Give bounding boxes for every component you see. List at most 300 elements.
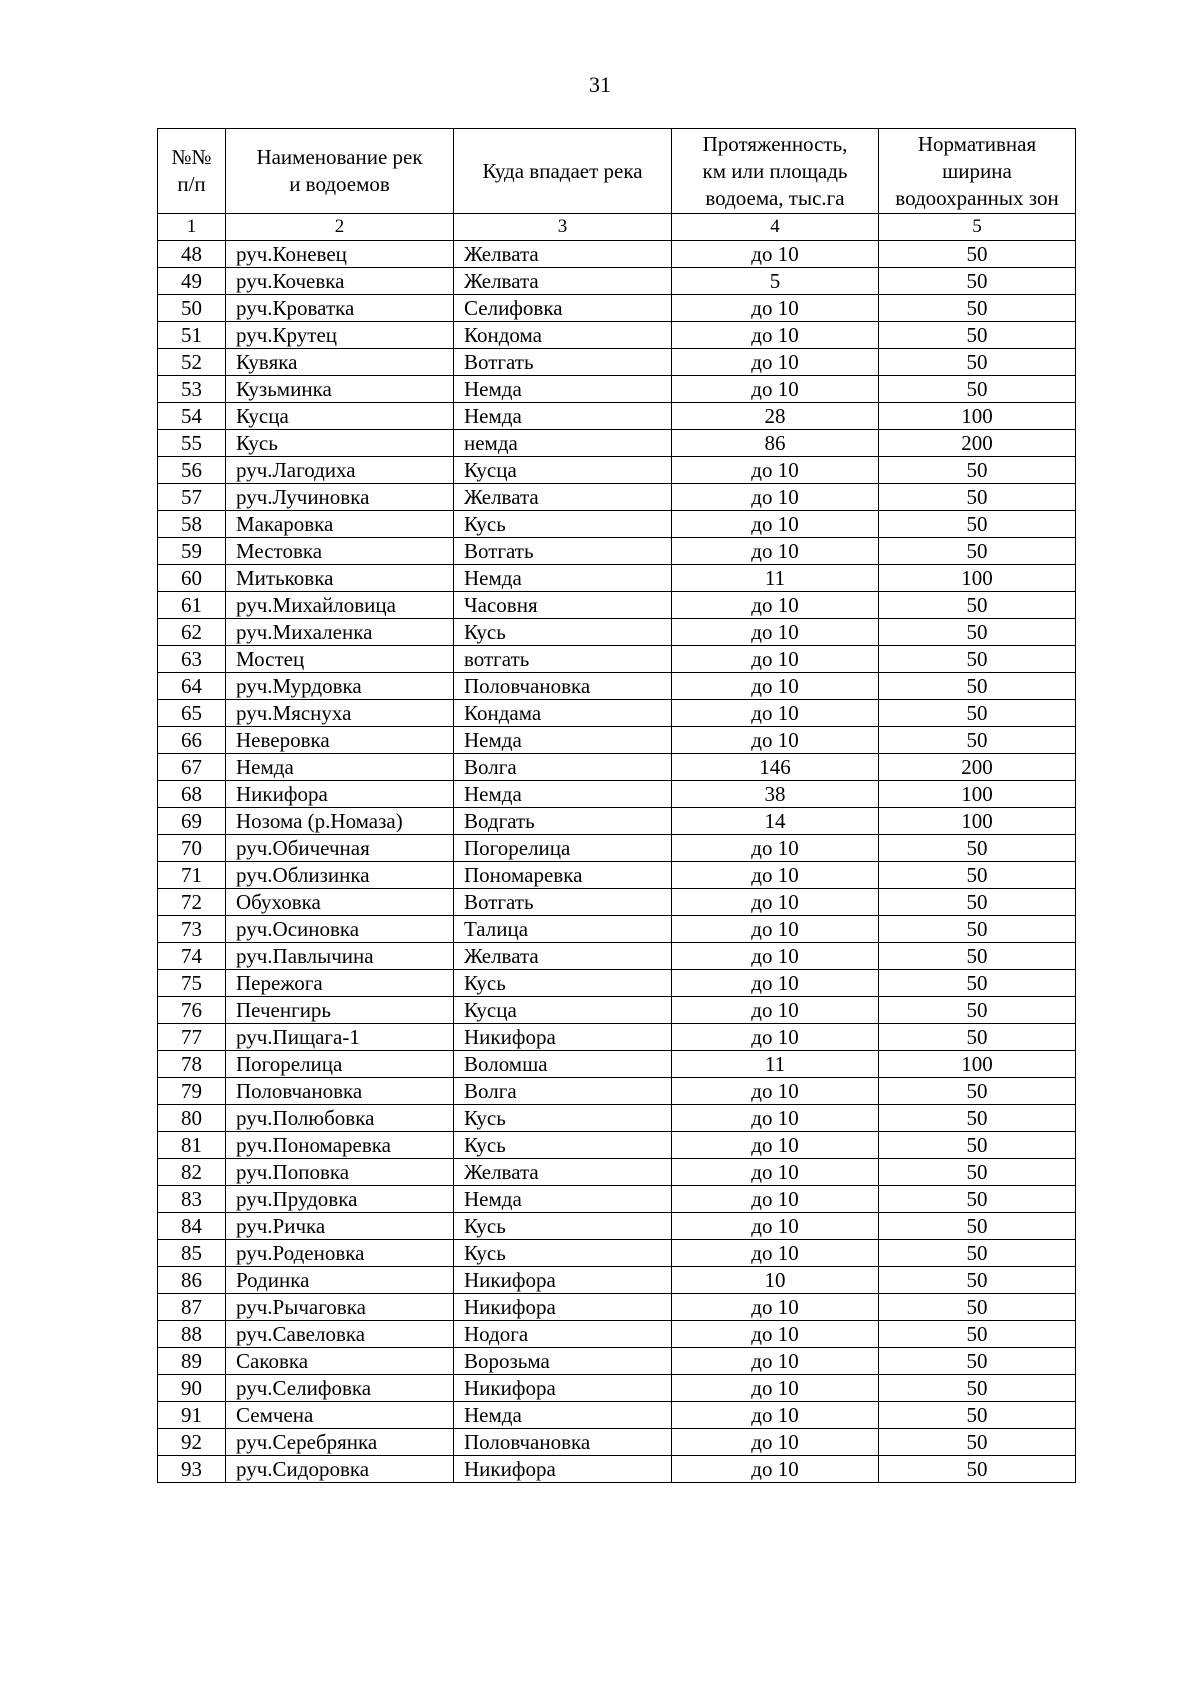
length-cell: до 10 (672, 1375, 879, 1402)
zone-width-cell: 50 (879, 862, 1076, 889)
mouth-cell: Кусь (454, 1105, 672, 1132)
table-row (158, 1132, 1076, 1159)
table-row (158, 403, 1076, 430)
zone-width-cell: 50 (879, 1186, 1076, 1213)
table-row (158, 322, 1076, 349)
mouth-cell: Желвата (454, 484, 672, 511)
table-row (158, 1375, 1076, 1402)
mouth-cell: Немда (454, 565, 672, 592)
zone-width-cell: 50 (879, 835, 1076, 862)
river-name-cell: руч.Михаленка (226, 619, 454, 646)
river-name-cell: Саковка (226, 1348, 454, 1375)
row-number-cell: 79 (158, 1078, 226, 1105)
river-name-cell: Макаровка (226, 511, 454, 538)
mouth-cell: Никифора (454, 1375, 672, 1402)
zone-width-cell: 50 (879, 1294, 1076, 1321)
table-row (158, 1051, 1076, 1078)
river-name-cell: руч.Роденовка (226, 1240, 454, 1267)
length-cell: 5 (672, 268, 879, 295)
row-number-cell: 75 (158, 970, 226, 997)
table-row (158, 862, 1076, 889)
header-line: Протяженность, (702, 131, 848, 156)
zone-width-cell: 200 (879, 430, 1076, 457)
mouth-cell: Талица (454, 916, 672, 943)
table-row (158, 1105, 1076, 1132)
zone-width-cell: 50 (879, 1132, 1076, 1159)
table-row (158, 484, 1076, 511)
table-row (158, 430, 1076, 457)
row-number-cell: 70 (158, 835, 226, 862)
river-name-cell: руч.Мурдовка (226, 673, 454, 700)
length-cell: до 10 (672, 997, 879, 1024)
river-name-cell: руч.Пономаревка (226, 1132, 454, 1159)
river-name-cell: Кувяка (226, 349, 454, 376)
zone-width-cell: 50 (879, 592, 1076, 619)
river-name-cell: руч.Крутец (226, 322, 454, 349)
length-cell: до 10 (672, 1348, 879, 1375)
table-row (158, 1186, 1076, 1213)
mouth-cell: Желвата (454, 268, 672, 295)
table-row (158, 376, 1076, 403)
mouth-cell: Волга (454, 1078, 672, 1105)
mouth-cell: Кусь (454, 970, 672, 997)
header-line: и водоемов (289, 172, 390, 196)
table-row (158, 727, 1076, 754)
header-line: водоема, тыс.га (705, 185, 845, 210)
river-name-cell: руч.Полюбовка (226, 1105, 454, 1132)
row-number-cell: 91 (158, 1402, 226, 1429)
river-name-cell: руч.Мяснуха (226, 700, 454, 727)
mouth-cell: Кондома (454, 322, 672, 349)
river-name-cell: Кузьминка (226, 376, 454, 403)
river-name-cell: Митьковка (226, 565, 454, 592)
river-name-cell: Печенгирь (226, 997, 454, 1024)
row-number-cell: 55 (158, 430, 226, 457)
row-number-cell: 90 (158, 1375, 226, 1402)
row-number-cell: 74 (158, 943, 226, 970)
table-row (158, 997, 1076, 1024)
table-row (158, 916, 1076, 943)
mouth-cell: Желвата (454, 241, 672, 268)
table-row (158, 943, 1076, 970)
row-number-cell: 82 (158, 1159, 226, 1186)
river-name-cell: руч.Савеловка (226, 1321, 454, 1348)
table-row (158, 1456, 1076, 1483)
mouth-cell: Пономаревка (454, 862, 672, 889)
length-cell: до 10 (672, 835, 879, 862)
header-line: Нормативная (917, 131, 1037, 156)
table-row (158, 511, 1076, 538)
river-name-cell: Пережога (226, 970, 454, 997)
zone-width-cell: 50 (879, 322, 1076, 349)
river-name-cell: руч.Ричка (226, 1213, 454, 1240)
river-name-cell: руч.Рычаговка (226, 1294, 454, 1321)
table-row (158, 619, 1076, 646)
zone-width-cell: 50 (879, 997, 1076, 1024)
zone-width-cell: 100 (879, 808, 1076, 835)
river-name-cell: руч.Кочевка (226, 268, 454, 295)
water-protection-zones-table (157, 128, 1076, 1483)
row-number-cell: 92 (158, 1429, 226, 1456)
mouth-cell: Водгать (454, 808, 672, 835)
header-line: п/п (177, 172, 206, 196)
length-cell: 146 (672, 754, 879, 781)
length-cell: до 10 (672, 1429, 879, 1456)
mouth-cell: Половчановка (454, 1429, 672, 1456)
table-row (158, 754, 1076, 781)
mouth-cell: Погорелица (454, 835, 672, 862)
length-cell: до 10 (672, 322, 879, 349)
row-number-cell: 58 (158, 511, 226, 538)
mouth-cell: немда (454, 430, 672, 457)
row-number-cell: 78 (158, 1051, 226, 1078)
mouth-cell: Вотгать (454, 538, 672, 565)
column-number: 2 (226, 214, 454, 241)
length-cell: до 10 (672, 511, 879, 538)
length-cell: до 10 (672, 889, 879, 916)
river-name-cell: Неверовка (226, 727, 454, 754)
zone-width-cell: 50 (879, 1078, 1076, 1105)
length-cell: до 10 (672, 1240, 879, 1267)
river-name-cell: Кусца (226, 403, 454, 430)
river-name-cell: Нозома (р.Номаза) (226, 808, 454, 835)
zone-width-cell: 100 (879, 781, 1076, 808)
mouth-cell: Кусца (454, 997, 672, 1024)
header-row-number (158, 129, 226, 214)
column-number: 5 (879, 214, 1076, 241)
river-name-cell: руч.Облизинка (226, 862, 454, 889)
mouth-cell: Селифовка (454, 295, 672, 322)
table-row (158, 646, 1076, 673)
river-name-cell: руч.Пищага-1 (226, 1024, 454, 1051)
river-name-cell: руч.Осиновка (226, 916, 454, 943)
row-number-cell: 48 (158, 241, 226, 268)
length-cell: до 10 (672, 376, 879, 403)
zone-width-cell: 50 (879, 1240, 1076, 1267)
column-number-row (158, 214, 1076, 241)
mouth-cell: Кусь (454, 619, 672, 646)
table-row (158, 268, 1076, 295)
table-row (158, 781, 1076, 808)
row-number-cell: 65 (158, 700, 226, 727)
row-number-cell: 84 (158, 1213, 226, 1240)
mouth-cell: Никифора (454, 1294, 672, 1321)
length-cell: до 10 (672, 700, 879, 727)
zone-width-cell: 100 (879, 1051, 1076, 1078)
length-cell: до 10 (672, 727, 879, 754)
mouth-cell: Вотгать (454, 349, 672, 376)
zone-width-cell: 100 (879, 565, 1076, 592)
river-name-cell: Местовка (226, 538, 454, 565)
mouth-cell: Немда (454, 727, 672, 754)
mouth-cell: Кондама (454, 700, 672, 727)
zone-width-cell: 50 (879, 1375, 1076, 1402)
row-number-cell: 52 (158, 349, 226, 376)
zone-width-cell: 50 (879, 295, 1076, 322)
zone-width-cell: 50 (879, 943, 1076, 970)
river-name-cell: Обуховка (226, 889, 454, 916)
row-number-cell: 71 (158, 862, 226, 889)
table-row (158, 1240, 1076, 1267)
header-line: ширина (942, 158, 1012, 183)
table-row (158, 889, 1076, 916)
table-row (158, 457, 1076, 484)
length-cell: до 10 (672, 1159, 879, 1186)
row-number-cell: 66 (158, 727, 226, 754)
row-number-cell: 54 (158, 403, 226, 430)
row-number-cell: 73 (158, 916, 226, 943)
river-name-cell: Немда (226, 754, 454, 781)
header-line: км или площадь (702, 158, 848, 183)
row-number-cell: 57 (158, 484, 226, 511)
row-number-cell: 69 (158, 808, 226, 835)
table-row (158, 241, 1076, 268)
mouth-cell: Немда (454, 781, 672, 808)
river-name-cell: Никифора (226, 781, 454, 808)
row-number-cell: 53 (158, 376, 226, 403)
length-cell: до 10 (672, 970, 879, 997)
length-cell: до 10 (672, 673, 879, 700)
table-row (158, 1402, 1076, 1429)
row-number-cell: 72 (158, 889, 226, 916)
header-line: Наименование рек (256, 145, 423, 169)
length-cell: до 10 (672, 1186, 879, 1213)
table-row (158, 1267, 1076, 1294)
row-number-cell: 56 (158, 457, 226, 484)
row-number-cell: 93 (158, 1456, 226, 1483)
length-cell: до 10 (672, 1213, 879, 1240)
mouth-cell: Ворозьма (454, 1348, 672, 1375)
zone-width-cell: 50 (879, 619, 1076, 646)
row-number-cell: 50 (158, 295, 226, 322)
row-number-cell: 76 (158, 997, 226, 1024)
length-cell: до 10 (672, 1078, 879, 1105)
row-number-cell: 77 (158, 1024, 226, 1051)
row-number-cell: 68 (158, 781, 226, 808)
length-cell: до 10 (672, 349, 879, 376)
mouth-cell: Желвата (454, 943, 672, 970)
zone-width-cell: 50 (879, 916, 1076, 943)
table-row (158, 1294, 1076, 1321)
table-row (158, 1348, 1076, 1375)
length-cell: 10 (672, 1267, 879, 1294)
table-row (158, 1159, 1076, 1186)
river-name-cell: руч.Михайловица (226, 592, 454, 619)
row-number-cell: 61 (158, 592, 226, 619)
row-number-cell: 83 (158, 1186, 226, 1213)
row-number-cell: 64 (158, 673, 226, 700)
column-number: 4 (672, 214, 879, 241)
table-row (158, 565, 1076, 592)
row-number-cell: 85 (158, 1240, 226, 1267)
zone-width-cell: 50 (879, 1321, 1076, 1348)
row-number-cell: 62 (158, 619, 226, 646)
row-number-cell: 88 (158, 1321, 226, 1348)
table-row (158, 538, 1076, 565)
mouth-cell: Кусь (454, 1213, 672, 1240)
zone-width-cell: 50 (879, 349, 1076, 376)
river-name-cell: Мостец (226, 646, 454, 673)
row-number-cell: 81 (158, 1132, 226, 1159)
length-cell: 11 (672, 565, 879, 592)
zone-width-cell: 50 (879, 1267, 1076, 1294)
header-length (672, 129, 879, 214)
zone-width-cell: 200 (879, 754, 1076, 781)
row-number-cell: 49 (158, 268, 226, 295)
length-cell: до 10 (672, 943, 879, 970)
river-name-cell: руч.Павлычина (226, 943, 454, 970)
length-cell: до 10 (672, 592, 879, 619)
mouth-cell: Волга (454, 754, 672, 781)
mouth-cell: Желвата (454, 1159, 672, 1186)
table-row (158, 1321, 1076, 1348)
mouth-cell: Немда (454, 1402, 672, 1429)
row-number-cell: 60 (158, 565, 226, 592)
mouth-cell: Кусь (454, 1240, 672, 1267)
zone-width-cell: 50 (879, 970, 1076, 997)
zone-width-cell: 50 (879, 646, 1076, 673)
mouth-cell: Кусца (454, 457, 672, 484)
length-cell: до 10 (672, 1132, 879, 1159)
river-name-cell: руч.Сидоровка (226, 1456, 454, 1483)
zone-width-cell: 50 (879, 457, 1076, 484)
header-line: Куда впадает река (482, 158, 643, 183)
zone-width-cell: 50 (879, 376, 1076, 403)
river-name-cell: руч.Коневец (226, 241, 454, 268)
row-number-cell: 63 (158, 646, 226, 673)
length-cell: 28 (672, 403, 879, 430)
table-row (158, 1024, 1076, 1051)
length-cell: до 10 (672, 619, 879, 646)
mouth-cell: Никифора (454, 1024, 672, 1051)
table-row (158, 970, 1076, 997)
length-cell: до 10 (672, 1321, 879, 1348)
zone-width-cell: 50 (879, 1159, 1076, 1186)
river-name-cell: Кусь (226, 430, 454, 457)
zone-width-cell: 50 (879, 241, 1076, 268)
river-name-cell: руч.Кроватка (226, 295, 454, 322)
column-number: 3 (454, 214, 672, 241)
river-name-cell: руч.Лучиновка (226, 484, 454, 511)
table-row (158, 349, 1076, 376)
header-line: №№ (171, 145, 212, 169)
header-row (158, 129, 1076, 214)
river-name-cell: Родинка (226, 1267, 454, 1294)
zone-width-cell: 50 (879, 1024, 1076, 1051)
mouth-cell: Кусь (454, 1132, 672, 1159)
length-cell: до 10 (672, 295, 879, 322)
zone-width-cell: 50 (879, 727, 1076, 754)
table-row (158, 1429, 1076, 1456)
zone-width-cell: 50 (879, 1213, 1076, 1240)
length-cell: 14 (672, 808, 879, 835)
header-line: водоохранных зон (895, 185, 1059, 210)
length-cell: 86 (672, 430, 879, 457)
zone-width-cell: 50 (879, 1429, 1076, 1456)
table-row (158, 1078, 1076, 1105)
table-row (158, 295, 1076, 322)
row-number-cell: 59 (158, 538, 226, 565)
zone-width-cell: 50 (879, 700, 1076, 727)
length-cell: до 10 (672, 1402, 879, 1429)
mouth-cell: Немда (454, 403, 672, 430)
table-row (158, 592, 1076, 619)
mouth-cell: вотгать (454, 646, 672, 673)
table-row (158, 808, 1076, 835)
row-number-cell: 86 (158, 1267, 226, 1294)
page-number: 31 (589, 72, 611, 97)
river-name-cell: Половчановка (226, 1078, 454, 1105)
river-name-cell: руч.Серебрянка (226, 1429, 454, 1456)
length-cell: 38 (672, 781, 879, 808)
length-cell: до 10 (672, 241, 879, 268)
table-row (158, 1213, 1076, 1240)
zone-width-cell: 50 (879, 538, 1076, 565)
row-number-cell: 67 (158, 754, 226, 781)
mouth-cell: Немда (454, 1186, 672, 1213)
river-name-cell: руч.Поповка (226, 1159, 454, 1186)
header-mouth (454, 129, 672, 214)
mouth-cell: Никифора (454, 1267, 672, 1294)
river-name-cell: руч.Селифовка (226, 1375, 454, 1402)
length-cell: до 10 (672, 1105, 879, 1132)
river-name-cell: руч.Лагодиха (226, 457, 454, 484)
length-cell: до 10 (672, 646, 879, 673)
zone-width-cell: 100 (879, 403, 1076, 430)
length-cell: до 10 (672, 1024, 879, 1051)
river-name-cell: Погорелица (226, 1051, 454, 1078)
table-row (158, 673, 1076, 700)
zone-width-cell: 50 (879, 1105, 1076, 1132)
zone-width-cell: 50 (879, 1348, 1076, 1375)
length-cell: до 10 (672, 457, 879, 484)
length-cell: 11 (672, 1051, 879, 1078)
row-number-cell: 87 (158, 1294, 226, 1321)
river-name-cell: руч.Прудовка (226, 1186, 454, 1213)
row-number-cell: 80 (158, 1105, 226, 1132)
header-zone-width (879, 129, 1076, 214)
mouth-cell: Вотгать (454, 889, 672, 916)
zone-width-cell: 50 (879, 1402, 1076, 1429)
zone-width-cell: 50 (879, 484, 1076, 511)
column-number: 1 (158, 214, 226, 241)
mouth-cell: Воломша (454, 1051, 672, 1078)
mouth-cell: Никифора (454, 1456, 672, 1483)
zone-width-cell: 50 (879, 889, 1076, 916)
mouth-cell: Нодога (454, 1321, 672, 1348)
zone-width-cell: 50 (879, 268, 1076, 295)
zone-width-cell: 50 (879, 511, 1076, 538)
table-row (158, 700, 1076, 727)
header-river-name (226, 129, 454, 214)
river-name-cell: Семчена (226, 1402, 454, 1429)
mouth-cell: Немда (454, 376, 672, 403)
row-number-cell: 89 (158, 1348, 226, 1375)
length-cell: до 10 (672, 862, 879, 889)
row-number-cell: 51 (158, 322, 226, 349)
length-cell: до 10 (672, 484, 879, 511)
mouth-cell: Половчановка (454, 673, 672, 700)
zone-width-cell: 50 (879, 673, 1076, 700)
table-row (158, 835, 1076, 862)
length-cell: до 10 (672, 1456, 879, 1483)
zone-width-cell: 50 (879, 1456, 1076, 1483)
mouth-cell: Кусь (454, 511, 672, 538)
length-cell: до 10 (672, 1294, 879, 1321)
mouth-cell: Часовня (454, 592, 672, 619)
table-body (158, 241, 1076, 1483)
river-name-cell: руч.Обичечная (226, 835, 454, 862)
